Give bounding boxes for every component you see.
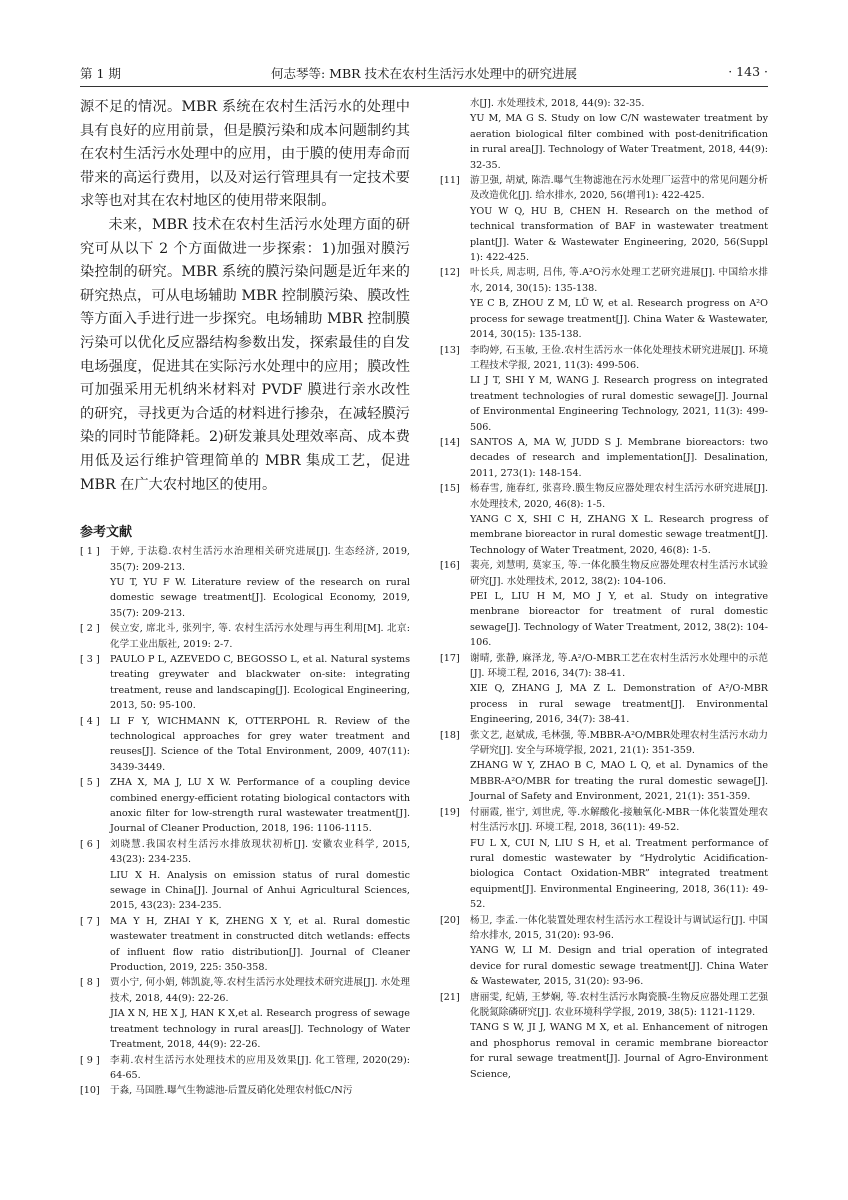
reference-text <box>110 1053 410 1084</box>
reference-number: [ 8 ] <box>80 977 100 989</box>
reference-line: 张文艺, 赵斌成, 毛林强, 等.MBBR-A²O/MBR处理农村生活污水动力学研究[J]. 安全与环境学报, 2021, 21(1): 351-359. <box>470 729 768 757</box>
reference-line: YU M, MA G S. Study on low C/N wastewater treatment by aeration biological filter combined with post-denitrification in rural area[J]. Technology of Water Treatment, 2018, 44(9): 32-35. <box>470 113 768 171</box>
reference-line: LIU X H. Analysis on emission status of rural domestic sewage in China[J]. Journal of Anhui Agricultural Sciences, 2015, 43(23): 234-235. <box>110 869 410 912</box>
reference-text <box>470 651 768 728</box>
reference-item <box>80 714 410 776</box>
reference-text <box>110 1083 410 1098</box>
reference-number: [21] <box>440 991 460 1003</box>
reference-number: [ 4 ] <box>80 715 100 727</box>
reference-line: TANG S W, JI J, WANG M X, et al. Enhancement of nitrogen and phosphorus removal in ceramic membrane bioreactor for rural sewage treatment[J]. Journal of Agro-Environment Science, <box>470 1022 768 1080</box>
running-title: 何志琴等: MBR 技术在农村生活污水处理中的研究进展 <box>270 66 578 81</box>
left-column <box>80 96 410 1099</box>
reference-number: [ 9 ] <box>80 1054 100 1066</box>
reference-line: 游卫强, 胡斌, 陈浩.曝气生物滤池在污水处理厂运营中的常见问题分析及改造优化[J]. 给水排水, 2020, 56(增刊1): 422-425. <box>470 175 768 202</box>
reference-item <box>80 975 410 1052</box>
reference-list-right <box>440 173 768 1082</box>
reference-number: [17] <box>440 652 460 664</box>
reference-item <box>440 651 768 728</box>
reference-line: 叶长兵, 周志明, 吕伟, 等.A²O污水处理工艺研究进展[J]. 中国给水排水, 2014, 30(15): 135-138. <box>470 267 768 294</box>
reference-line: PAULO P L, AZEVEDO C, BEGOSSO L, et al. Natural systems treating greywater and blackwater on-site: integrating treatment, reuse and landscaping[J]. Ecological Engineering, 2013, 50: 95-100. <box>110 653 410 712</box>
reference-item <box>80 1053 410 1084</box>
reference-text <box>470 435 768 481</box>
reference-number: [15] <box>440 483 460 495</box>
reference-list-left <box>80 544 410 1099</box>
reference-item <box>440 913 768 990</box>
reference-line: 于淼, 马国胜.曝气生物滤池-后置反硝化处理农村低C/N污 <box>110 1085 353 1097</box>
reference-line: SANTOS A, MA W, JUDD S J. Membrane bioreactors: two decades of research and implementation[J]. Desalination, 2011, 273(1): 148-154. <box>470 436 768 479</box>
reference-text <box>470 728 768 805</box>
reference-item <box>440 558 768 650</box>
header-rule <box>80 86 768 87</box>
reference-line: 刘晓慧.我国农村生活污水排放现状初析[J]. 安徽农业科学, 2015, 43(23): 234-235. <box>110 838 410 866</box>
reference-line: LI J T, SHI Y M, WANG J. Research progress on integrated treatment technologies of rural domestic sewage[J]. Journal of Environmental Engineering Technology, 2021, 11(3): 499-506. <box>470 375 768 433</box>
reference-item <box>80 652 410 714</box>
reference-text <box>470 481 768 558</box>
reference-line: ZHANG W Y, ZHAO B C, MAO L Q, et al. Dynamics of the MBBR-A²O/MBR for treating the rural domestic sewage[J]. Journal of Safety and Environment, 2021, 21(1): 351-359. <box>470 760 768 803</box>
reference-text <box>470 913 768 990</box>
reference-continuation <box>440 96 768 173</box>
reference-line: 杨卫, 李孟.一体化装置处理农村生活污水工程设计与调试运行[J]. 中国给水排水, 2015, 31(20): 93-96. <box>470 914 768 941</box>
reference-item <box>440 481 768 558</box>
reference-number: [11] <box>440 175 460 187</box>
reference-number: [14] <box>440 436 460 448</box>
reference-line: 付丽霞, 崔宁, 刘世虎, 等.水解酸化-接触氧化-MBR一体化装置处理农村生活污水[J]. 环境工程, 2018, 36(11): 49-52. <box>470 806 768 834</box>
reference-item <box>80 914 410 976</box>
reference-text <box>110 837 410 914</box>
reference-number: [20] <box>440 914 460 926</box>
right-column <box>440 96 768 1082</box>
reference-line: 侯立安, 席北斗, 张列宇, 等. 农村生活污水处理与再生利用[M]. 北京: 化学工业出版社, 2019: 2-7. <box>110 623 410 650</box>
body-paragraph: 源不足的情况。MBR 系统在农村生活污水的处理中具有良好的应用前景，但是膜污染和成本问题制约其在农村生活污水处理中的应用，由于膜的使用寿命而带来的高运行费用，以及对运行管理具有一定技术要求等也对其在农村地区的使用带来限制。 <box>80 99 410 210</box>
reference-line: JIA X N, HE X J, HAN K X,et al. Research progress of sewage treatment technology in rural areas[J]. Technology of Water Treatment, 2018, 44(9): 22-26. <box>110 1008 410 1051</box>
reference-text <box>470 343 768 435</box>
reference-text <box>470 805 768 913</box>
reference-item <box>80 1083 410 1098</box>
reference-line: 谢晴, 张静, 麻泽龙, 等.A²/O-MBR工艺在农村生活污水处理中的示范[J]. 环境工程, 2016, 34(7): 38-41. <box>470 652 768 680</box>
reference-text <box>110 621 410 652</box>
reference-text <box>470 990 768 1082</box>
reference-item <box>440 435 768 481</box>
reference-line: ZHA X, MA J, LU X W. Performance of a coupling device combined energy-efficient rotating biological contactors with anoxic filter for low-strength rural wastewater treatment[J]. Journal of Cleaner Production, 2018, 196: 1106-1115. <box>110 777 410 835</box>
reference-line: YE C B, ZHOU Z M, LÜ W, et al. Research progress on A²O process for sewage treatment[J]. China Water & Wastewater, 2014, 30(15): 135-138. <box>470 298 768 341</box>
reference-item <box>440 173 768 265</box>
reference-line: YU T, YU F W. Literature review of the research on rural domestic sewage treatment[J]. Ecological Economy, 2019, 35(7): 209-213. <box>110 576 410 619</box>
reference-text <box>110 975 410 1052</box>
reference-item <box>440 990 768 1082</box>
reference-line: XIE Q, ZHANG J, MA Z L. Demonstration of A²/O-MBR process in rural sewage treatment[J]. Environmental Engineering, 2016, 34(7): 38-41. <box>470 683 768 726</box>
reference-number: [13] <box>440 344 460 356</box>
reference-line: 于婷, 于法稳.农村生活污水治理相关研究进展[J]. 生态经济, 2019, 35(7): 209-213. <box>110 546 410 573</box>
reference-item <box>80 837 410 914</box>
reference-line: 杨春雪, 施春红, 张喜玲.膜生物反应器处理农村生活污水研究进展[J]. 水处理技术, 2020, 46(8): 1-5. <box>470 483 768 510</box>
reference-line: YANG W, LI M. Design and trial operation of integrated device for rural domestic sewage treatment[J]. China Water & Wastewater, 2015, 31(20): 93-96. <box>470 945 768 988</box>
references-heading: 参考文献 <box>80 525 133 541</box>
reference-text <box>110 544 410 621</box>
reference-text <box>470 558 768 650</box>
reference-number: [ 7 ] <box>80 915 100 927</box>
reference-item <box>440 343 768 435</box>
reference-line: LI F Y, WICHMANN K, OTTERPOHL R. Review of the technological approaches for grey water treatment and reuses[J]. Science of the Total Environment, 2009, 407(11): 3439-3449. <box>110 715 410 773</box>
reference-line: 唐丽雯, 纪婧, 王梦娴, 等.农村生活污水陶瓷膜-生物反应器处理工艺强化脱氮除磷研究[J]. 农业环境科学学报, 2019, 38(5): 1121-1129. <box>470 991 768 1018</box>
reference-text <box>470 173 768 265</box>
running-header <box>80 64 768 86</box>
reference-text <box>110 714 410 776</box>
reference-number: [ 3 ] <box>80 653 100 665</box>
reference-text <box>470 265 768 342</box>
body-paragraph: 未来，MBR 技术在农村生活污水处理方面的研究可从以下 2 个方面做进一步探索：1)加强对膜污染控制的研究。MBR 系统的膜污染问题是近年来的研究热点，可从电场辅助 MBR 控制膜污染、膜改性等方面入手进行进一步探究。电场辅助 MBR 控制膜污染可以优化反应器结构参数出发，探索最佳的自发电场强度，促进其在实际污水处理中的应用；膜改性可加强采用无机纳米材料对 PVDF 膜进行亲水改性的研究，寻找更为合适的材料进行掺杂，在减轻膜污染的同时节能降耗。2)研发兼具处理效率高、成本费用低及运行维护管理简单的 MBR 集成工艺，促进 MBR 在广大农村地区的使用。 <box>80 216 410 493</box>
reference-number: [19] <box>440 806 460 818</box>
reference-line: FU L X, CUI N, LIU S H, et al. Treatment performance of rural domestic wastewater by “Hydrolytic Acidification-biologica Contact Oxidation-MBR” integrated treatment equipment[J]. Environmental Engineering, 2018, 36(11): 49-52. <box>470 837 768 911</box>
reference-number: [10] <box>80 1085 100 1097</box>
reference-number: [18] <box>440 729 460 741</box>
reference-number: [ 1 ] <box>80 546 100 558</box>
reference-line: 李莉.农村生活污水处理技术的应用及效果[J]. 化工管理, 2020(29): 64-65. <box>110 1054 410 1081</box>
reference-number: [12] <box>440 267 460 279</box>
reference-item <box>80 544 410 621</box>
reference-item <box>440 805 768 913</box>
reference-line: MA Y H, ZHAI Y K, ZHENG X Y, et al. Rural domestic wastewater treatment in constructed ditch wetlands: effects of influent flow ratio distribution[J]. Journal of Cleaner Production, 2019, 225: 350-358. <box>110 915 410 974</box>
page-number: · 143 · <box>728 64 768 79</box>
reference-line: 贾小宁, 何小娟, 韩凯旋,等.农村生活污水处理技术研究进展[J]. 水处理技术, 2018, 44(9): 22-26. <box>110 977 410 1004</box>
reference-line: YANG C X, SHI C H, ZHANG X L. Research progress of membrane bioreactor in rural domestic sewage treatment[J]. Technology of Water Treatment, 2020, 46(8): 1-5. <box>470 513 768 556</box>
body-text <box>80 96 410 497</box>
reference-number: [ 5 ] <box>80 777 100 789</box>
reference-item <box>80 775 410 837</box>
reference-item <box>80 621 410 652</box>
issue-number: 第 1 期 <box>80 66 121 81</box>
reference-line: YOU W Q, HU B, CHEN H. Research on the method of technical transformation of BAF in wastewater treatment plant[J]. Water & Wastewater Engineering, 2020, 56(Suppl 1): 422-425. <box>470 205 768 264</box>
reference-line: 水[J]. 水处理技术, 2018, 44(9): 32-35. <box>470 98 645 109</box>
reference-text <box>110 775 410 837</box>
reference-item <box>440 265 768 342</box>
reference-text <box>110 914 410 976</box>
reference-text <box>110 652 410 714</box>
reference-line: 裴亮, 刘慧明, 莫家玉, 等.一体化膜生物反应器处理农村生活污水试验研究[J]. 水处理技术, 2012, 38(2): 104-106. <box>470 560 768 587</box>
reference-number: [16] <box>440 560 460 572</box>
reference-line: PEI L, LIU H M, MO J Y, et al. Study on integrative menbrane bioreactor for treatment of rural domestic sewage[J]. Technology of Water Treatment, 2012, 38(2): 104-106. <box>470 591 768 649</box>
reference-number: [ 6 ] <box>80 838 100 850</box>
reference-line: 李昀婷, 石玉敏, 王俭.农村生活污水一体化处理技术研究进展[J]. 环境工程技术学报, 2021, 11(3): 499-506. <box>470 344 768 371</box>
reference-item <box>440 728 768 805</box>
reference-number: [ 2 ] <box>80 623 100 635</box>
